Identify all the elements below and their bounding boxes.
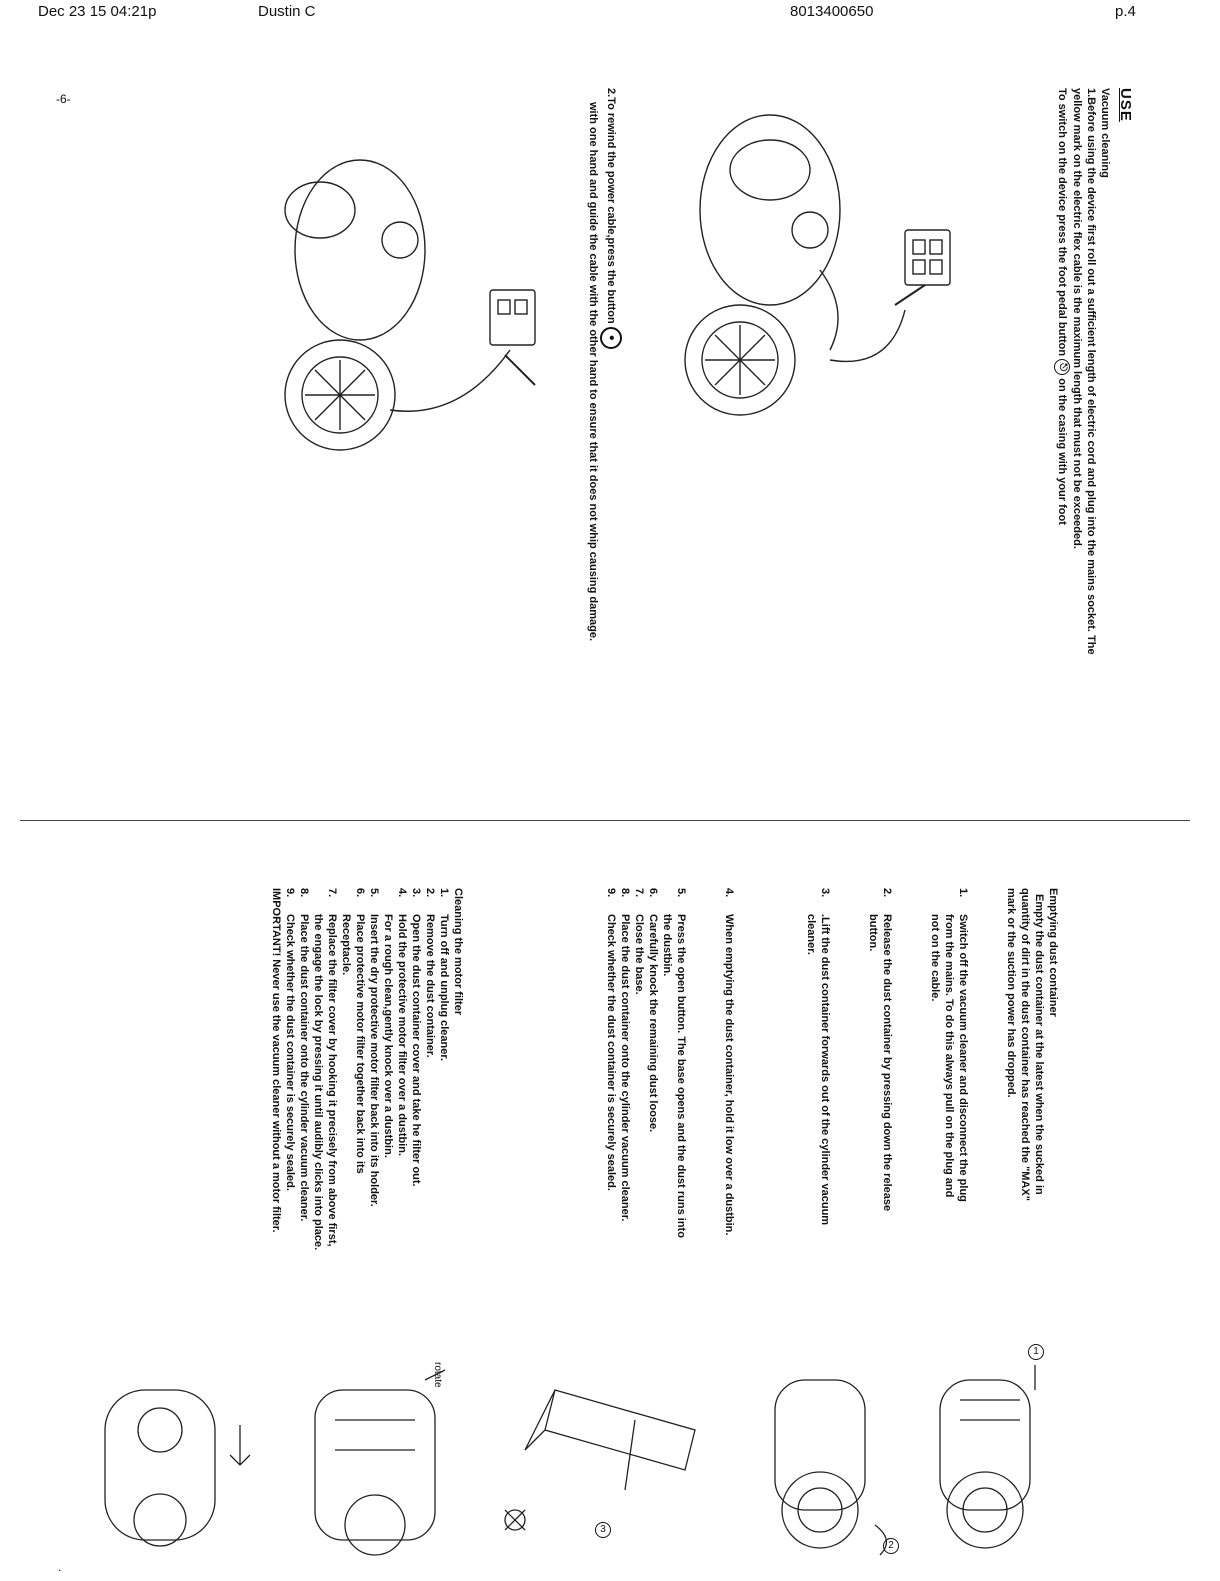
empty-step: 3. .Lift the dust container forwards out of the cylinder vacuum cleaner.: [805, 888, 831, 1226]
filter-step: 1. Turn off and unplug cleaner.: [438, 888, 450, 1062]
filter-step: 6. Place protective motor filter together back into its Receptacle.: [340, 888, 366, 1174]
use-subtitle: Vacuum cleaning: [1099, 88, 1111, 178]
use-step1-line3a: To switch on the device press the foot pedal button: [1056, 88, 1069, 357]
filter-step: 4. Hold the protective motor filter over a dustbin. For a rough clean,gently knock over a dustbin.: [382, 888, 408, 1158]
use-section: [1054, 88, 1132, 655]
foot-pedal-icon: ⎋: [1054, 359, 1070, 375]
filter-step: 3. Open the dust container cover and take he filter out.: [410, 888, 422, 1187]
fax-page: p.4: [1115, 3, 1136, 20]
use-step2: [586, 88, 622, 641]
section-divider: [20, 820, 1190, 821]
empty-step: 1. Switch off the vacuum cleaner and disconnect the plug from the mains. To do this always pull on the plug and not on the cable.: [929, 888, 969, 1202]
empty-step: 4. When emptying the dust container, hold it low over a dustbin.: [723, 888, 735, 1236]
empty-step: 7. Close the base.: [633, 888, 645, 995]
margin-dot: .: [58, 1560, 62, 1574]
lift-container-illustration: [755, 1360, 905, 1565]
empty-intro-1: Empty the dust container at the latest when the sucked in: [1033, 894, 1045, 1195]
filter-title: Cleaning the motor filter: [452, 888, 464, 1016]
filter-replace-illustration: [90, 1370, 270, 1565]
fax-phone: 8013400650: [790, 3, 874, 20]
filter-step: 7. Replace the filter cover by hooking it precisely from above first, the engage the lock by pressing it until audibly clicks into place.: [312, 888, 338, 1251]
use-title: USE: [1117, 88, 1134, 122]
callout-1: 1: [1028, 1344, 1044, 1360]
empty-intro-2: quantity of dirt in the dust container has reached the "MAX": [1019, 888, 1031, 1201]
use-step1-line3b: on the casing with your foot: [1056, 378, 1069, 525]
rotate-label: rotate: [432, 1362, 443, 1388]
vacuum-plug-in-illustration: [650, 110, 1000, 425]
filter-step: 9. Check whether the dust container is securely sealed.: [284, 888, 296, 1191]
filter-removal-illustration: [295, 1362, 475, 1565]
empty-step: 9. Check whether the dust container is securely sealed.: [605, 888, 617, 1191]
empty-section: [604, 888, 1060, 1238]
cable-rewind-icon: ●: [600, 327, 622, 349]
empty-container-illustration: [495, 1370, 715, 1555]
filter-section: [269, 888, 465, 1250]
empty-step: 6. Carefully knock the remaining dust loose.: [647, 888, 659, 1133]
filter-step: 8. Place the dust container onto the cylinder vacuum cleaner.: [298, 888, 310, 1222]
use-step2-line2: with one hand and guide the cable with the other hand to ensure that it does not whip causing damage.: [587, 102, 599, 642]
fax-date: Dec 23 15 04:21p: [38, 3, 157, 20]
callout-2: 2: [883, 1538, 899, 1554]
callout-3: 3: [595, 1522, 611, 1538]
empty-step: 5. Press the open button. The base opens and the dust runs into the dustbin.: [661, 888, 687, 1238]
filter-step: 5. Insert the dry protective motor filter back into its holder.: [368, 888, 380, 1207]
filter-step: 2. Remove the dust container.: [424, 888, 436, 1058]
use-step2-line1: 2.To rewind the power cable,press the button: [605, 88, 618, 324]
empty-title: Emptying dust container: [1047, 888, 1059, 1017]
use-step1-line2: yellow mark on the electric flex cable is the maximum length that must not be exceeded.: [1071, 88, 1083, 549]
fax-sender: Dustin C: [258, 3, 316, 20]
release-container-illustration: [920, 1346, 1070, 1565]
empty-step: 2. Release the dust container by pressing down the release button.: [867, 888, 893, 1212]
vacuum-rewind-illustration: [250, 140, 580, 455]
empty-intro-3: mark or the suction power has dropped.: [1005, 888, 1017, 1098]
empty-step: 8. Place the dust container onto the cylinder vacuum cleaner.: [619, 888, 631, 1222]
use-step1-line1: 1.Before using the device first roll out a sufficient length of electric cord and plug into the mains socket. The: [1085, 88, 1097, 655]
important-warning: IMPORTANT! Never use the vacuum cleaner without a motor filter.: [270, 888, 282, 1233]
page-number: -6-: [56, 92, 71, 106]
